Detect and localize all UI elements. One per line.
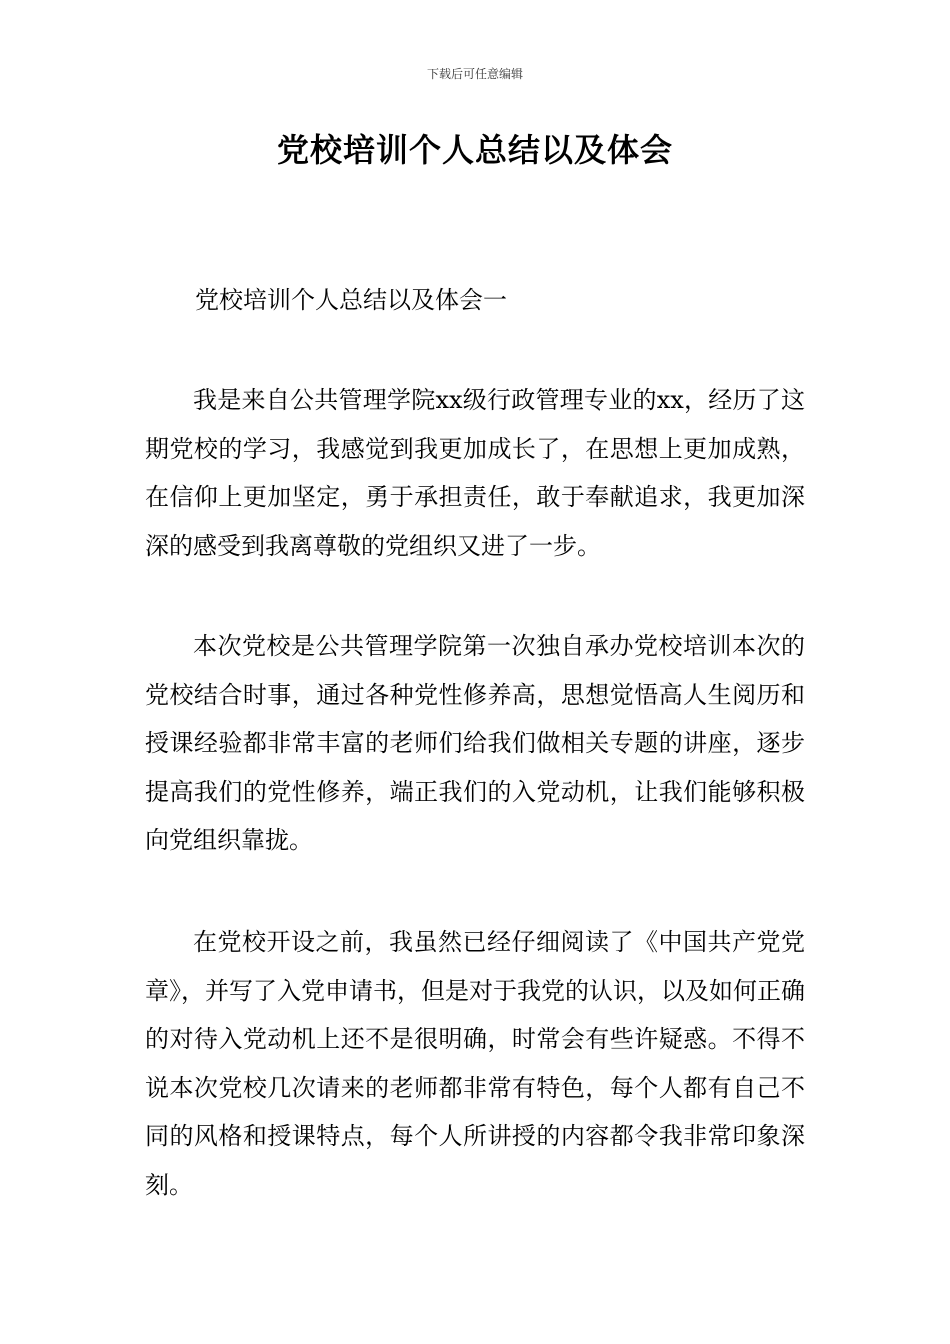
- body-paragraph-3: 在党校开设之前，我虽然已经仔细阅读了《中国共产党党章》，并写了入党申请书，但是对于我党的认识，以及如何正确的对待入党动机上还不是很明确，时常会有些许疑惑。不得不说本次党校几次请来的老师都非常有特色，每个人都有自己不同的风格和授课特点，每个人所讲授的内容都令我非常印象深刻。: [145, 928, 805, 1199]
- body-paragraph-1: 我是来自公共管理学院xx级行政管理专业的xx，经历了这期党校的学习，我感觉到我更加成长了，在思想上更加成熟，在信仰上更加坚定，勇于承担责任，敢于奉献追求，我更加深深的感受到我离尊敬的党组织又进了一步。: [145, 386, 805, 560]
- section-heading: 党校培训个人总结以及体会一: [195, 286, 507, 314]
- document-title: 党校培训个人总结以及体会: [276, 131, 673, 169]
- header-note: 下载后可任意编辑: [426, 67, 523, 81]
- body-paragraph-2: 本次党校是公共管理学院第一次独自承办党校培训本次的党校结合时事，通过各种党性修养高，思想觉悟高人生阅历和授课经验都非常丰富的老师们给我们做相关专题的讲座，逐步提高我们的党性修养，端正我们的入党动机，让我们能够积极向党组织靠拢。: [145, 632, 805, 854]
